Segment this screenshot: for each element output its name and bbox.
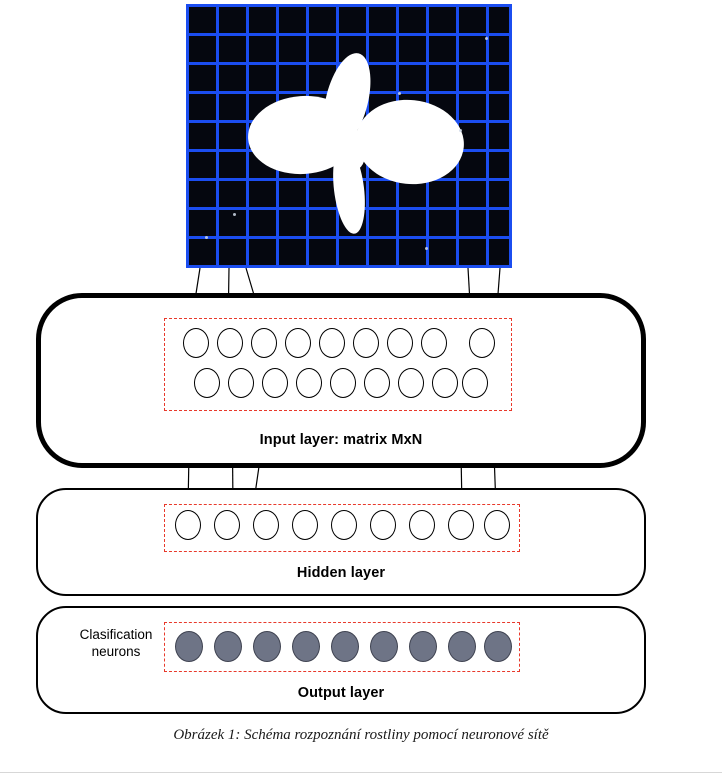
hidden-neuron[interactable] <box>331 510 357 540</box>
output-neuron[interactable] <box>214 631 242 662</box>
input-neuron[interactable] <box>387 328 413 358</box>
hidden-neuron[interactable] <box>253 510 279 540</box>
input-neuron[interactable] <box>364 368 390 398</box>
input-neuron[interactable] <box>262 368 288 398</box>
hidden-neuron[interactable] <box>175 510 201 540</box>
input-neuron[interactable] <box>296 368 322 398</box>
hidden-neuron[interactable] <box>409 510 435 540</box>
hidden-neuron[interactable] <box>370 510 396 540</box>
plant-silhouette-image <box>186 4 512 268</box>
output-neuron[interactable] <box>484 631 512 662</box>
input-neuron[interactable] <box>432 368 458 398</box>
hidden-neuron[interactable] <box>448 510 474 540</box>
output-neuron[interactable] <box>409 631 437 662</box>
output-neuron[interactable] <box>253 631 281 662</box>
output-neuron[interactable] <box>331 631 359 662</box>
hidden-neuron[interactable] <box>214 510 240 540</box>
output-neuron[interactable] <box>175 631 203 662</box>
input-neuron[interactable] <box>469 328 495 358</box>
output-neuron[interactable] <box>448 631 476 662</box>
hidden-neuron[interactable] <box>292 510 318 540</box>
output-layer-caption: Output layer <box>297 685 385 701</box>
input-neuron[interactable] <box>285 328 311 358</box>
input-neuron[interactable] <box>217 328 243 358</box>
input-neuron[interactable] <box>421 328 447 358</box>
input-neuron[interactable] <box>194 368 220 398</box>
input-neuron[interactable] <box>330 368 356 398</box>
output-neuron[interactable] <box>292 631 320 662</box>
input-neuron[interactable] <box>319 328 345 358</box>
input-neuron[interactable] <box>398 368 424 398</box>
input-neuron[interactable] <box>228 368 254 398</box>
page-divider <box>0 772 722 773</box>
input-neuron[interactable] <box>183 328 209 358</box>
input-neuron[interactable] <box>462 368 488 398</box>
leaf-stem <box>344 130 366 170</box>
input-layer-caption: Input layer: matrix MxN <box>259 432 423 448</box>
hidden-layer-caption: Hidden layer <box>296 565 386 581</box>
classification-neurons-label: Clasification neurons <box>79 627 153 659</box>
input-neuron[interactable] <box>251 328 277 358</box>
output-neuron[interactable] <box>370 631 398 662</box>
figure-caption: Obrázek 1: Schéma rozpoznání rostliny pomocí neuronové sítě <box>173 727 549 743</box>
hidden-neuron[interactable] <box>484 510 510 540</box>
input-neuron[interactable] <box>353 328 379 358</box>
